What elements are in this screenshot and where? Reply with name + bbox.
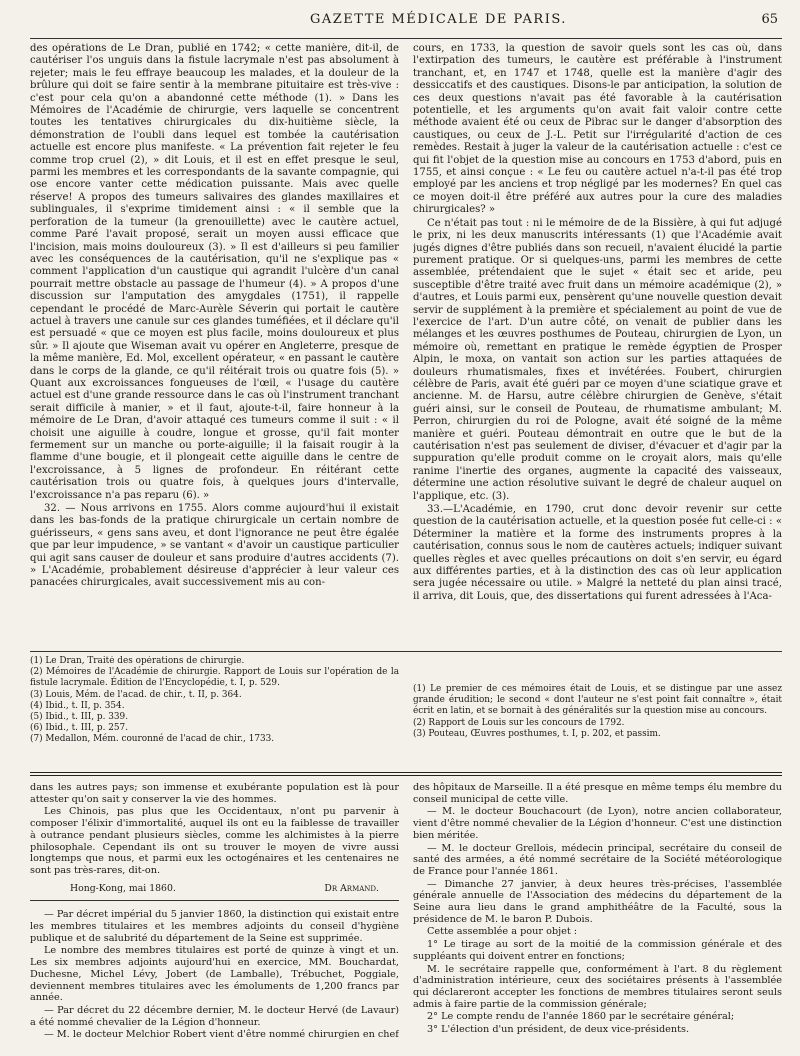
right-column xyxy=(413,43,782,645)
news-item: — Dimanche 27 janvier, à deux heures très-précises, l'assemblée générale annuelle de l'Association des médecins du département de la Seine aura lieu dans le grand amphithéâtre de la Faculté, sous la présidence de M. le baron P. Dubois. xyxy=(413,878,782,925)
main-article xyxy=(30,43,782,645)
footnote: (1) Le premier de ces mémoires était de Louis, et se distingue par une assez grande érudition; le second « dont l'auteur ne s'est point fait connaître », était écrit en latin, et se bornait à des généralités sur la question mise au concours. xyxy=(413,684,782,717)
footnotes-left xyxy=(30,656,399,772)
footnote: (2) Mémoires de l'Académie de chirurgie. Rapport de Louis sur l'opération de la fistule lacrymale. Édition de l'Encyclopédie, t. I, p. 529. xyxy=(30,667,399,689)
news-item: — M. le docteur Melchior Robert vient d'être nommé chirurgien en chef xyxy=(44,1029,399,1041)
signature-name: Dr Armand. xyxy=(324,882,379,894)
footnote: (2) Rapport de Louis sur les concours de 1792. xyxy=(413,717,625,728)
left-column xyxy=(30,43,399,645)
article-paragraph: Les Chinois, pas plus que les Occidentaux, n'ont pu parvenir à composer l'élixir d'immortalité, auquel ils ont eu la faiblesse de travailler à outrance pendant plusieurs siècles, comme les alchimistes à la pierre philosophale. Cependant ils ont su trouver le moyen de vivre aussi longtemps que nous, et parmi eux les octogénaires et les centenaires ne sont pas très-rares, dit-on. xyxy=(30,806,399,876)
news-item: — M. le docteur Bouchacourt (de Lyon), notre ancien collaborateur, vient d'être nommé chevalier de la Légion d'honneur. C'est une distinction bien méritée. xyxy=(413,806,782,841)
news-item: — M. le docteur Grellois, médecin principal, secrétaire du conseil de santé des armées, a été nommé secrétaire de la Société météorologique de France pour l'année 1861. xyxy=(413,842,782,877)
signature-place: Hong-Kong, mai 1860. xyxy=(70,882,176,894)
news-item: 3° L'élection d'un président, de deux vice-présidents. xyxy=(427,1024,690,1036)
footnote: (1) Le Dran, Traité des opérations de chirurgie. xyxy=(30,656,245,666)
news-item: Cette assemblée a pour objet : xyxy=(427,926,578,938)
journal-title: GAZETTE MÉDICALE DE PARIS. xyxy=(310,12,567,27)
news-item: M. le secrétaire rappelle que, conformément à l'art. 8 du règlement d'administration intérieure, ceux des sociétaires présents à l'assemblée qui déclareront accepter les fonctions de membres titulaires seront seuls admis à faire partie de la commission générale; xyxy=(413,963,782,1010)
news-item: — Par décret du 22 décembre dernier, M. le docteur Hervé (de Lavaur) a été nommé chevalier de la Légion d'honneur. xyxy=(30,1004,399,1028)
footnote: (4) Ibid., t. II, p. 354. xyxy=(30,700,125,711)
footnote: (7) Medallon, Mém. couronné de l'acad de chir., 1733. xyxy=(30,734,275,745)
article-paragraph: dans les autres pays; son immense et exubérante population est là pour attester qu'on sait y conserver la vie des hommes. xyxy=(30,782,399,805)
article-paragraph: cours, en 1733, la question de savoir quels sont les cas où, dans l'extirpation des tumeurs, le cautère est préférable à l'instrument tranchant, et, en 1747 et 1748, quelle est la manière d'agir des dessiccatifs et des caustiques. Disons-le par anticipation, la solution de ces deux questions n'avait pas été favorable à la cautérisation potentielle, et les arguments qu'on avait fait valoir contre cette méthode avaient été ou ceux de Pibrac sur le danger d'absorption des caustiques, ou ceux de J.-L. Petit sur l'irrégularité d'action de ces remèdes. Restait à juger la valeur de la cautérisation actuelle : c'est ce qui fit l'objet de la question mise au concours en 1753 d'abord, puis en 1755, et ainsi conçue : « Le feu ou cautère actuel n'a-t-il pas été trop employé par les anciens et trop négligé par les modernes? En quel cas ce moyen doit-il être préféré aux autres pour la cure des maladies chirurgicales? » xyxy=(413,43,782,216)
page-number: 65 xyxy=(761,12,778,27)
footnote: (6) Ibid., t. III, p. 257. xyxy=(30,723,129,734)
article-paragraph: 32. — Nous arrivons en 1755. Alors comme aujourd'hui il existait dans les bas-fonds de la pratique chirurgicale un certain nombre de guérisseurs, « gens sans aveu, et dont l'ignorance ne peut être égalée que par leur impudence, » se vantant « d'avoir un caustique particulier qui agit sans causer de douleur et sans produire d'autres accidents (7). » L'Académie, probablement désireuse d'apprécier à leur valeur ces panacées chirurgicales, avait successivement mis au con- xyxy=(30,503,399,589)
page-header xyxy=(30,12,782,39)
news-item: 1° Le tirage au sort de la moitié de la commission générale et des suppléants qui doivent entrer en fonctions; xyxy=(413,939,782,962)
news-item: 2° Le compte rendu de l'année 1860 par le secrétaire général; xyxy=(427,1011,735,1023)
divider xyxy=(30,900,399,901)
article-paragraph: des opérations de Le Dran, publié en 1742; « cette manière, dit-il, de cautériser l'os unguis dans la fistule lacrymale n'est pas absolument à rejeter; mais le feu effraye beaucoup les malades, et la douleur de la brûlure qui doit se faire sentir à la membrane pituitaire est très-vive : c'est pour cela qu'on a abandonné cette méthode (1). » Dans les Mémoires de l'Académie de chirurgie, vers laquelle se concentrent toutes les tentatives chirurgicales du dix-huitième siècle, la démonstration de l'oubli dans lequel est tombée la cautérisation actuelle est encore plus manifeste. « La prévention fait rejeter le feu comme trop cruel (2), » dit Louis, et il est en effet presque le seul, parmi les membres et les correspondants de la savante compagnie, qui ose encore vanter cette médication puissante. Mais avec quelle réserve! A propos des tumeurs salivaires des glandes maxillaires et sublinguales, il s'exprime timidement ainsi : « il semble que la perforation de la tumeur (la grenouillette) avec le cautère actuel, comme Paré l'avait proposé, serait un moyen aussi efficace que l'incision, mais moins douloureux (3). » Il est d'ailleurs si peu familier avec les conséquences de la cautérisation, qu'il ne s'explique pas « comment l'application d'un caustique qui agrandit l'ulcère d'un canal pourrait mettre obstacle au passage de l'humeur (4). » A propos d'une discussion sur l'amputation des amygdales (1751), il rappelle cependant le procédé de Marc-Aurèle Séverin qui portait le cautère actuel à travers une canule sur ces glandes tuméfiées, et il déclare qu'il est persuadé « que ce moyen est plus facile, moins douloureux et plus sûr. » Il ajoute que Wiseman avait vu opérer en Angleterre, presque de la même manière, Ed. Mol, excellent opérateur, « en passant le cautère dans le corps de la glande, ce qu'il réitérait trois ou quatre fois (5). » Quant aux excroissances fongueuses de l'œil, « l'usage du cautère actuel est d'une grande ressource dans le cas où l'instrument tranchant serait difficile à manier, » et il faut, ajoute-t-il, faire honneur à la mémoire de Le Dran, d'avoir attaqué ces tumeurs comme il suit : « il choisit une aiguille à coudre, longue et grosse, qu'il fait monter fermement sur un manche ou porte-aiguille; il la faisait rougir à la flamme d'une bougie, et il plongeait cette aiguille dans le centre de l'excroissance, à 5 lignes de profondeur. En réitérant cette cautérisation trois ou quatre fois, à quelques jours d'intervalle, l'excroissance n'a pas reparu (6). » xyxy=(30,43,399,501)
news-item: Le nombre des membres titulaires est porté de quinze à vingt et un. Les six membres adjoints aujourd'hui en exercice, MM. Bouchardat, Duchesne, Michel Lévy, Jobert (de Lamballe), Trébuchet, Poggiale, deviennent membres titulaires avec les émoluments de 1,200 francs par année. xyxy=(30,945,399,1004)
bottom-right-column xyxy=(413,782,782,1044)
news-section xyxy=(30,782,782,1044)
footnote: (5) Ibid., t. III, p. 339. xyxy=(30,712,129,723)
footnote: (3) Pouteau, Œuvres posthumes, t. I, p. 202, et passim. xyxy=(413,728,661,739)
news-item: — Par décret impérial du 5 janvier 1860, la distinction qui existait entre les membres titulaires et les membres adjoints du conseil d'hygiène publique et de salubrité du département de la Seine est supprimée. xyxy=(30,909,399,944)
footnotes-right xyxy=(413,656,782,772)
bottom-left-column xyxy=(30,782,399,1044)
divider xyxy=(30,651,782,652)
news-item: des hôpitaux de Marseille. Il a été presque en même temps élu membre du conseil municipal de cette ville. xyxy=(413,782,782,805)
section-divider xyxy=(30,772,782,776)
footnotes xyxy=(30,656,782,772)
signature-block xyxy=(30,883,399,895)
article-paragraph: Ce n'était pas tout : ni le mémoire de de la Bissière, à qui fut adjugé le prix, ni les deux manuscrits intéressants (1) que l'Académie avait jugés dignes d'être publiés dans son recueil, n'avaient élucidé la partie purement pratique. Or si quelques-uns, parmi les membres de cette assemblée, prétendaient que le sujet « était sec et aride, peu susceptible d'être traité avec fruit dans un mémoire académique (2), » d'autres, et Louis parmi eux, pensèrent qu'une nouvelle question devait servir de supplément à la première et spécialement au point de vue de l'exercice de l'art. D'un autre côté, on venait de publier dans les mélanges et les œuvres posthumes de Pouteau, chirurgien de Lyon, un mémoire où, remettant en pratique le remède égyptien de Prosper Alpin, le moxa, on vantait son action sur les parties attaquées de douleurs rhumatismales, fixes et invétérées. Foubert, chirurgien célèbre de Paris, avait été guéri par ce moyen d'une sciatique grave et ancienne. M. de Harsu, autre célèbre chirurgien de Genève, s'était guéri ainsi, sur le conseil de Pouteau, de rhumatisme ambulant; M. Perron, chirurgien du roi de Pologne, avait été soigné de la même manière et guéri. Pouteau démontrait en outre que le but de la cautérisation n'est pas seulement de diviser, d'évacuer et d'agir par la suppuration qu'elle produit comme on le croyait alors, mais qu'elle ranime l'inertie des organes, augmente la capacité des vaisseaux, détermine une action résolutive suivant le degré de chaleur auquel on l'applique, etc. (3). xyxy=(413,217,782,502)
article-paragraph: 33.—L'Académie, en 1790, crut donc devoir revenir sur cette question de la cautérisation actuelle, et la question posée fut celle-ci : « Déterminer la matière et la forme des instruments propres à la cautérisation, connus sous le nom de cautères actuels; indiquer suivant quelles règles et avec quelles précautions on doit s'en servir, eu égard aux différentes parties, et à la distinction des cas où leur application sera jugée nécessaire ou utile. » Malgré la netteté du plan ainsi tracé, il arriva, dit Louis, que, des dissertations qui furent adressées à l'Aca- xyxy=(413,504,782,602)
footnote: (3) Louis, Mém. de l'acad. de chir., t. II, p. 364. xyxy=(30,689,242,700)
